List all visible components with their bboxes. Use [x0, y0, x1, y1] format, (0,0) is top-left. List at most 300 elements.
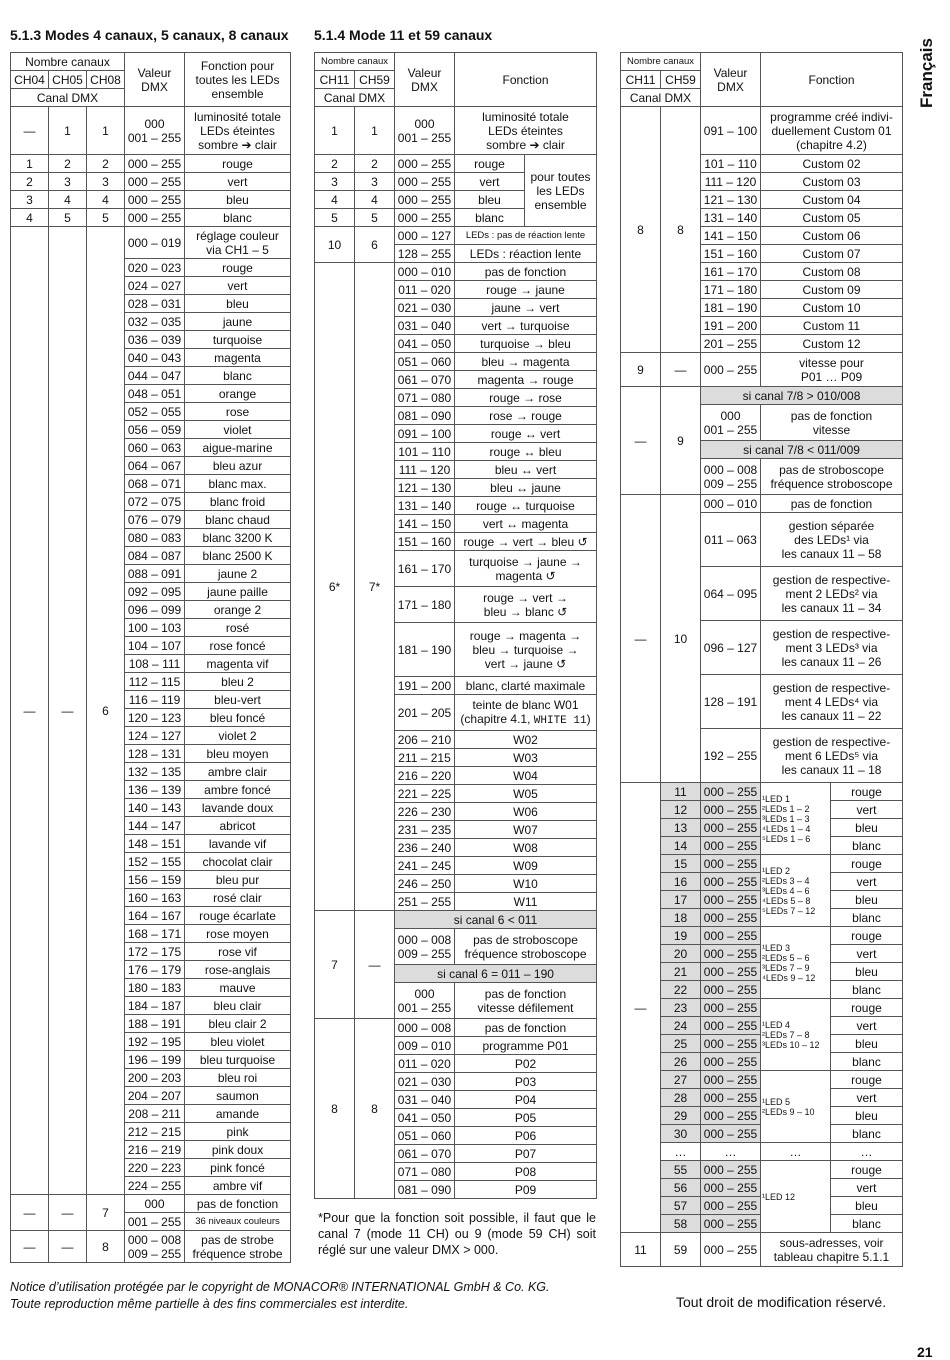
- table-cell: rose: [185, 403, 291, 421]
- table-cell: 4: [11, 209, 49, 227]
- table-row: [11, 227, 291, 259]
- table-cell: 128 – 191: [701, 675, 761, 729]
- table-cell: 13: [661, 819, 701, 837]
- table-cell: rose moyen: [185, 925, 291, 943]
- table-cell: 19: [661, 927, 701, 945]
- table-cell: rouge → jaune: [455, 281, 597, 299]
- table-cell: blanc: [185, 209, 291, 227]
- table-cell: turquoise → jaune → magenta ↺: [455, 551, 597, 587]
- table-cell: 000 – 255: [701, 1089, 761, 1107]
- table-cell: 121 – 130: [701, 191, 761, 209]
- table-cell: 000 001 – 255: [125, 107, 185, 155]
- table-cell: Custom 03: [761, 173, 903, 191]
- table-cell: 3: [11, 191, 49, 209]
- table-cell: 136 – 139: [125, 781, 185, 799]
- table-cell: 3: [355, 173, 395, 191]
- table-row: [621, 783, 903, 801]
- table-cell: 3: [49, 173, 87, 191]
- table-cell: 064 – 067: [125, 457, 185, 475]
- table-row: [315, 107, 597, 155]
- table-cell: CH05: [49, 71, 87, 89]
- table-row: [11, 191, 291, 209]
- table-cell: vert: [831, 1017, 903, 1035]
- table-cell: 172 – 175: [125, 943, 185, 961]
- table-cell: 2: [49, 155, 87, 173]
- table-cell: W06: [455, 803, 597, 821]
- table-cell: turquoise: [185, 331, 291, 349]
- table-cell: 220 – 223: [125, 1159, 185, 1177]
- table-cell: 091 – 100: [395, 425, 455, 443]
- table-row: [621, 495, 903, 513]
- table-cell: 009 – 010: [395, 1037, 455, 1055]
- table-cell: 061 – 070: [395, 1145, 455, 1163]
- table-cell: pas de strobe fréquence strobe: [185, 1231, 291, 1263]
- table-cell: 000 – 255: [701, 801, 761, 819]
- table-cell: 1: [355, 107, 395, 155]
- table-cell: jaune paille: [185, 583, 291, 601]
- table-cell: 111 – 120: [701, 173, 761, 191]
- table-cell: 096 – 099: [125, 601, 185, 619]
- table-cell: P03: [455, 1073, 597, 1091]
- table-cell: bleu roi: [185, 1069, 291, 1087]
- table-cell: bleu 2: [185, 673, 291, 691]
- table-cell: 071 – 080: [395, 389, 455, 407]
- table-cell: 148 – 151: [125, 835, 185, 853]
- table-cell: magenta → rouge: [455, 371, 597, 389]
- table-cell: 15: [661, 855, 701, 873]
- table-cell: 000 – 255: [125, 209, 185, 227]
- table-cell: si canal 6 = 011 – 190: [395, 965, 597, 983]
- table-cell: pas de fonction vitesse: [761, 405, 903, 441]
- table-cell: 000 – 255: [701, 837, 761, 855]
- table-cell: 024 – 027: [125, 277, 185, 295]
- table-cell: rosé clair: [185, 889, 291, 907]
- table-cell: 2: [355, 155, 395, 173]
- table-row: [621, 927, 903, 945]
- table-cell: blanc froid: [185, 493, 291, 511]
- table-cell: Custom 02: [761, 155, 903, 173]
- page-number: 21: [917, 1344, 933, 1360]
- table-row: [621, 1071, 903, 1089]
- table-cell: 246 – 250: [395, 875, 455, 893]
- table-cell: 216 – 220: [395, 767, 455, 785]
- table-cell: programme créé indivi- duellement Custom 01 (chapitre 4.2): [761, 107, 903, 155]
- table-cell: bleu: [831, 891, 903, 909]
- table-cell: 044 – 047: [125, 367, 185, 385]
- table-cell: jaune: [185, 313, 291, 331]
- table-cell: blanc: [831, 1125, 903, 1143]
- table-cell: 17: [661, 891, 701, 909]
- led-group-desc: ¹LED 4 ²LEDs 7 – 8 ³LEDs 10 – 12: [761, 999, 831, 1071]
- table-cell: 181 – 190: [701, 299, 761, 317]
- table-cell: —: [11, 1195, 49, 1231]
- table-cell: 2: [11, 173, 49, 191]
- table-cell: lavande vif: [185, 835, 291, 853]
- table-cell: …: [701, 1143, 761, 1161]
- table-cell: pas de stroboscope fréquence stroboscope: [455, 929, 597, 965]
- table-cell: Valeur DMX: [395, 53, 455, 107]
- table-cell: …: [831, 1143, 903, 1161]
- footnote: *Pour que la fonction soit possible, il faut que le canal 7 (mode 11 CH) ou 9 (mode 59 CH) soit réglé sur une valeur DMX > 000.: [318, 1211, 596, 1257]
- table-cell: 18: [661, 909, 701, 927]
- table-cell: 000 – 255: [701, 1017, 761, 1035]
- table-cell: …: [761, 1143, 831, 1161]
- table-cell: P05: [455, 1109, 597, 1127]
- table-cell: —: [621, 387, 661, 495]
- table-cell: 9: [621, 353, 661, 387]
- table-cell: ambre foncé: [185, 781, 291, 799]
- table-cell: 29: [661, 1107, 701, 1125]
- table-cell: 140 – 143: [125, 799, 185, 817]
- table-cell: 184 – 187: [125, 997, 185, 1015]
- table-cell: blanc 3200 K: [185, 529, 291, 547]
- table-cell: 000 – 255: [395, 173, 455, 191]
- table-cell: 200 – 203: [125, 1069, 185, 1087]
- table-cell: CH11: [621, 71, 661, 89]
- table-cell: rouge ↔ turquoise: [455, 497, 597, 515]
- table-cell: 27: [661, 1071, 701, 1089]
- table-cell: bleu turquoise: [185, 1051, 291, 1069]
- table-cell: 221 – 225: [395, 785, 455, 803]
- table-cell: P06: [455, 1127, 597, 1145]
- table-cell: Nombre canaux: [621, 53, 701, 71]
- table-cell: 144 – 147: [125, 817, 185, 835]
- table-cell: 061 – 070: [395, 371, 455, 389]
- table-cell: 201 – 205: [395, 695, 455, 731]
- table-5-1-3: [10, 52, 291, 1263]
- table-cell: 124 – 127: [125, 727, 185, 745]
- table-cell: 208 – 211: [125, 1105, 185, 1123]
- table-cell: 1: [315, 107, 355, 155]
- table-cell: 55: [661, 1161, 701, 1179]
- table-cell: 000 – 255: [395, 191, 455, 209]
- led-group-desc: ¹LED 12: [761, 1161, 831, 1233]
- table-cell: 4: [49, 191, 87, 209]
- table-row: [621, 1143, 903, 1161]
- table-cell: rouge ↔ vert: [455, 425, 597, 443]
- table-cell: 072 – 075: [125, 493, 185, 511]
- table-cell: Custom 07: [761, 245, 903, 263]
- table-cell: luminosité totale LEDs éteintes sombre ➔ clair: [455, 107, 597, 155]
- table-cell: violet 2: [185, 727, 291, 745]
- table-cell: LEDs : pas de réaction lente: [455, 227, 597, 245]
- table-cell: 021 – 030: [395, 299, 455, 317]
- heading-5-1-4: 5.1.4 Mode 11 et 59 canaux: [314, 27, 493, 43]
- table-cell: 224 – 255: [125, 1177, 185, 1195]
- table-cell: 000 – 255: [701, 1215, 761, 1233]
- table-cell: 132 – 135: [125, 763, 185, 781]
- table-cell: 241 – 245: [395, 857, 455, 875]
- table-cell: vert: [831, 1179, 903, 1197]
- table-cell: W08: [455, 839, 597, 857]
- table-cell: rouge: [831, 927, 903, 945]
- table-cell: 141 – 150: [395, 515, 455, 533]
- table-cell: 7: [87, 1195, 125, 1231]
- table-cell: 000 – 255: [701, 909, 761, 927]
- table-cell: 064 – 095: [701, 567, 761, 621]
- table-cell: 36 niveaux couleurs: [185, 1213, 291, 1231]
- table-cell: bleu: [831, 1107, 903, 1125]
- table-cell: …: [661, 1143, 701, 1161]
- table-cell: 096 – 127: [701, 621, 761, 675]
- table-cell: 10: [661, 495, 701, 783]
- table-cell: —: [621, 783, 661, 1233]
- table-row: [315, 155, 597, 173]
- table-cell: blanc: [831, 909, 903, 927]
- table-row: [11, 155, 291, 173]
- table-cell: 060 – 063: [125, 439, 185, 457]
- table-cell: Custom 11: [761, 317, 903, 335]
- table-cell: bleu moyen: [185, 745, 291, 763]
- table-cell: CH04: [11, 71, 49, 89]
- table-cell: ambre clair: [185, 763, 291, 781]
- table-cell: pas de fonction vitesse défilement: [455, 983, 597, 1019]
- table-cell: programme P01: [455, 1037, 597, 1055]
- table-cell: 000 – 255: [395, 209, 455, 227]
- table-cell: vert: [455, 173, 525, 191]
- table-cell: blanc: [831, 1053, 903, 1071]
- table-cell: 000 – 008 009 – 255: [701, 459, 761, 495]
- table-cell: rouge → rose: [455, 389, 597, 407]
- table-cell: 16: [661, 873, 701, 891]
- table-cell: 128 – 255: [395, 245, 455, 263]
- table-cell: pas de fonction: [761, 495, 903, 513]
- table-cell: bleu-vert: [185, 691, 291, 709]
- table-cell: 041 – 050: [395, 335, 455, 353]
- table-cell: bleu: [455, 191, 525, 209]
- table-cell: blanc: [831, 981, 903, 999]
- table-cell: 216 – 219: [125, 1141, 185, 1159]
- table-cell: 000 – 255: [701, 1125, 761, 1143]
- table-cell: blanc 2500 K: [185, 547, 291, 565]
- table-cell: 131 – 140: [701, 209, 761, 227]
- table-cell: luminosité totale LEDs éteintes sombre ➔ clair: [185, 107, 291, 155]
- table-cell: 8: [661, 107, 701, 353]
- table-cell: 2: [315, 155, 355, 173]
- table-cell: magenta: [185, 349, 291, 367]
- table-cell: Fonction: [761, 53, 903, 107]
- table-cell: blanc: [831, 1215, 903, 1233]
- table-cell: W03: [455, 749, 597, 767]
- table-cell: 000 – 255: [701, 1179, 761, 1197]
- table-cell: 4: [315, 191, 355, 209]
- table-cell: 8: [87, 1231, 125, 1263]
- table-cell: blanc: [831, 837, 903, 855]
- table-cell: 191 – 200: [701, 317, 761, 335]
- table-cell: vert: [831, 945, 903, 963]
- table-cell: 7*: [355, 263, 395, 911]
- table-cell: 6*: [315, 263, 355, 911]
- table-cell: 000 – 255: [701, 855, 761, 873]
- table-cell: 040 – 043: [125, 349, 185, 367]
- table-cell: aigue-marine: [185, 439, 291, 457]
- table-cell: 176 – 179: [125, 961, 185, 979]
- table-cell: 206 – 210: [395, 731, 455, 749]
- table-cell: 151 – 160: [395, 533, 455, 551]
- table-cell: amande: [185, 1105, 291, 1123]
- table-cell: 226 – 230: [395, 803, 455, 821]
- table-cell: 104 – 107: [125, 637, 185, 655]
- table-cell: gestion de respective- ment 6 LEDs⁵ via les canaux 11 – 18: [761, 729, 903, 783]
- table-cell: 20: [661, 945, 701, 963]
- table-cell: Custom 05: [761, 209, 903, 227]
- table-cell: 23: [661, 999, 701, 1017]
- table-cell: 000 – 255: [701, 963, 761, 981]
- table-cell: 021 – 030: [395, 1073, 455, 1091]
- table-cell: 031 – 040: [395, 317, 455, 335]
- table-cell: 9: [661, 387, 701, 495]
- table-row: [315, 53, 597, 71]
- table-cell: 000 – 255: [125, 173, 185, 191]
- table-cell: 081 – 090: [395, 1181, 455, 1199]
- table-cell: blanc chaud: [185, 511, 291, 529]
- table-cell: bleu: [831, 1035, 903, 1053]
- table-cell: vert: [831, 801, 903, 819]
- table-cell: 11: [621, 1233, 661, 1267]
- table-cell: 6: [355, 227, 395, 263]
- copyright-line-1: Notice d’utilisation protégée par le copyright de MONACOR® INTERNATIONAL GmbH & Co. KG.: [10, 1280, 550, 1294]
- table-row: [621, 107, 903, 155]
- table-cell: —: [355, 911, 395, 1019]
- table-row: [11, 209, 291, 227]
- table-cell: 000 – 255: [701, 981, 761, 999]
- table-cell: 192 – 195: [125, 1033, 185, 1051]
- table-cell: 032 – 035: [125, 313, 185, 331]
- table-cell: Custom 12: [761, 335, 903, 353]
- table-cell: 236 – 240: [395, 839, 455, 857]
- table-cell: 048 – 051: [125, 385, 185, 403]
- table-row: [11, 173, 291, 191]
- table-cell: 181 – 190: [395, 623, 455, 677]
- table-5-1-4-right: [620, 52, 903, 1267]
- table-cell: 25: [661, 1035, 701, 1053]
- table-cell: 000 – 255: [395, 155, 455, 173]
- table-cell: 000 – 255: [701, 1197, 761, 1215]
- table-cell: pink: [185, 1123, 291, 1141]
- led-group-desc: ¹LED 3 ²LEDs 5 – 6 ³LEDs 7 – 9 ⁴LEDs 9 – 12: [761, 927, 831, 999]
- table-cell: turquoise → bleu: [455, 335, 597, 353]
- header-fonction: Fonction pour toutes les LEDs ensemble: [185, 53, 291, 107]
- table-cell: Canal DMX: [11, 89, 125, 107]
- table-cell: rouge écarlate: [185, 907, 291, 925]
- table-cell: lavande doux: [185, 799, 291, 817]
- table-cell: gestion séparée des LEDs¹ via les canaux 11 – 58: [761, 513, 903, 567]
- table-cell: 30: [661, 1125, 701, 1143]
- table-cell: orange: [185, 385, 291, 403]
- table-cell: —: [11, 227, 49, 1195]
- table-cell: 000 – 008: [395, 1019, 455, 1037]
- table-cell: 171 – 180: [701, 281, 761, 299]
- table-cell: 011 – 063: [701, 513, 761, 567]
- table-cell: 171 – 180: [395, 587, 455, 623]
- table-cell: 000 001 – 255: [395, 983, 455, 1019]
- table-cell: 000 – 255: [701, 873, 761, 891]
- table-cell: 111 – 120: [395, 461, 455, 479]
- table-cell: 000 – 127: [395, 227, 455, 245]
- table-cell: si canal 7/8 > 010/008: [701, 387, 903, 405]
- table-cell: 000 – 255: [701, 1233, 761, 1267]
- table-cell: 128 – 131: [125, 745, 185, 763]
- table-cell: 4: [355, 191, 395, 209]
- table-cell: P09: [455, 1181, 597, 1199]
- table-cell: 000 – 008 009 – 255: [125, 1231, 185, 1263]
- table-cell: bleu: [831, 1197, 903, 1215]
- led-group-desc: ¹LED 2 ²LEDs 3 – 4 ³LEDs 4 – 6 ⁴LEDs 5 – 8 ⁵LEDs 7 – 12: [761, 855, 831, 927]
- table-cell: si canal 7/8 < 011/009: [701, 441, 903, 459]
- table-cell: 10: [315, 227, 355, 263]
- table-cell: 056 – 059: [125, 421, 185, 439]
- table-cell: bleu: [831, 819, 903, 837]
- table-cell: 084 – 087: [125, 547, 185, 565]
- table-cell: —: [11, 1231, 49, 1263]
- table-cell: 24: [661, 1017, 701, 1035]
- table-cell: saumon: [185, 1087, 291, 1105]
- table-row: [315, 263, 597, 281]
- table-cell: Canal DMX: [621, 89, 701, 107]
- table-cell: 051 – 060: [395, 353, 455, 371]
- table-cell: rose → rouge: [455, 407, 597, 425]
- language-label: Français: [917, 38, 936, 108]
- table-cell: rouge: [831, 783, 903, 801]
- table-cell: 071 – 080: [395, 1163, 455, 1181]
- table-cell: 1: [49, 107, 87, 155]
- table-cell: 160 – 163: [125, 889, 185, 907]
- table-cell: 196 – 199: [125, 1051, 185, 1069]
- table-cell: pink foncé: [185, 1159, 291, 1177]
- header-nombre-canaux: Nombre canaux: [11, 53, 125, 71]
- table-cell: 8: [621, 107, 661, 353]
- table-cell: pas de stroboscope fréquence stroboscope: [761, 459, 903, 495]
- table-cell: Nombre canaux: [315, 53, 395, 71]
- table-cell: Valeur DMX: [701, 53, 761, 107]
- table-cell: Custom 08: [761, 263, 903, 281]
- table-cell: 000 – 255: [701, 1053, 761, 1071]
- table-cell: 000 – 255: [701, 819, 761, 837]
- table-cell: bleu azur: [185, 457, 291, 475]
- table-cell: CH08: [87, 71, 125, 89]
- table-row: [11, 1231, 291, 1263]
- table-cell: 180 – 183: [125, 979, 185, 997]
- table-cell: 000 – 255: [701, 927, 761, 945]
- table-cell: CH59: [661, 71, 701, 89]
- table-cell: vert: [185, 173, 291, 191]
- table-cell: 1: [87, 107, 125, 155]
- table-cell: magenta vif: [185, 655, 291, 673]
- table-cell: pas de fonction: [185, 1195, 291, 1213]
- table-cell: 076 – 079: [125, 511, 185, 529]
- table-cell: 041 – 050: [395, 1109, 455, 1127]
- table-cell: 131 – 140: [395, 497, 455, 515]
- table-cell: P08: [455, 1163, 597, 1181]
- table-cell: bleu: [185, 295, 291, 313]
- table-cell: gestion de respective- ment 2 LEDs² via les canaux 11 – 34: [761, 567, 903, 621]
- table-cell: 101 – 110: [701, 155, 761, 173]
- led-group-desc: ¹LED 1 ²LEDs 1 – 2 ³LEDs 1 – 3 ⁴LEDs 1 – 4 ⁵LEDs 1 – 6: [761, 783, 831, 855]
- table-cell: 8: [315, 1019, 355, 1199]
- table-cell: rouge: [831, 1161, 903, 1179]
- table-cell: si canal 6 < 011: [395, 911, 597, 929]
- table-row: [11, 1195, 291, 1213]
- table-cell: 5: [355, 209, 395, 227]
- table-cell: 108 – 111: [125, 655, 185, 673]
- table-cell: 191 – 200: [395, 677, 455, 695]
- heading-5-1-3: 5.1.3 Modes 4 canaux, 5 canaux, 8 canaux: [10, 27, 289, 43]
- table-cell: W05: [455, 785, 597, 803]
- table-cell: 000 – 255: [701, 1071, 761, 1089]
- table-cell: 3: [87, 173, 125, 191]
- table-cell: pas de fonction: [455, 263, 597, 281]
- table-cell: 5: [49, 209, 87, 227]
